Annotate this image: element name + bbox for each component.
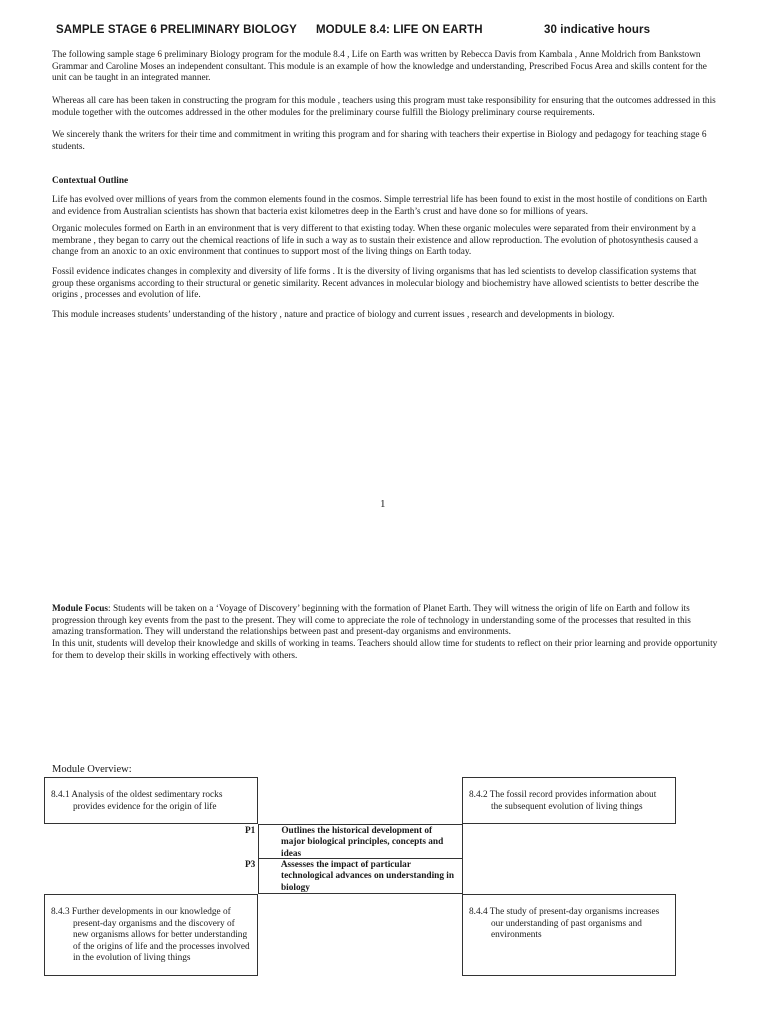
contextual-paragraph-3: Fossil evidence indicates changes in complexity and diversity of life forms . It is the diversity of living organisms that has led scientists to develop classification systems that group these organisms according to their structural or genetic similarity. Recent advances in molecular biology and biochemistry have allowed scientists to better describe the origins , processes and evolution of life.	[52, 267, 699, 301]
module-focus-paragraph-2: In this unit, students will develop their knowledge and skills of working in teams. Teachers should allow time for students to reflect on their prior learning and provide opportunity for them to develop their skills in working effectively with others.	[52, 639, 718, 661]
outcome-p1	[245, 826, 458, 860]
contextual-paragraph-2: Organic molecules formed on Earth in an environment that is very different to that existing today. When these organic molecules were separated from their environment by a membrane , they began to carry out the chemical reactions of life in such a way as to sustain their existence and allow reproduction. The evolution of photosynthesis caused a change from an anoxic to an oxic environment that continues to support most of the living things on Earth today.	[52, 224, 699, 258]
module-focus-label: Module Focus	[52, 604, 109, 614]
contextual-paragraph-1: Life has evolved over millions of years from the common elements found in the cosmos. Simple terrestrial life has been found to exist in the most hostile of conditions on Earth and evidence from Australian scientists has shown that bacteria exist kilometres deep in the Earth’s crust and have done so for millions of years.	[52, 195, 708, 217]
module-title: MODULE 8.4: LIFE ON EARTH	[316, 24, 483, 36]
overview-box-8-4-4-text: 8.4.4 The study of present-day organisms increases our understanding of past organisms and environments	[469, 907, 660, 941]
module-focus-paragraph	[52, 604, 718, 639]
intro-paragraph-1: The following sample stage 6 preliminary Biology program for the module 8.4 , Life on Earth was written by Rebecca Davis from Kambala , Anne Moldrich from Bankstown Grammar and Caroline Moses an independent consultant. This module is an example of how the knowledge and understanding, Prescribed Focus Area and skills content for the unit can be taught in an integrated manner.	[52, 50, 707, 84]
intro-paragraph-3: We sincerely thank the writers for their time and commitment in writing this program and for sharing with teachers their expertise in Biology and pedagogy for teaching stage 6 students.	[52, 130, 707, 152]
indicative-hours: 30 indicative hours	[544, 24, 651, 36]
outcome-p1-text: Outlines the historical development of major biological principles, concepts and ideas	[281, 826, 444, 859]
page-number: 1	[380, 498, 386, 510]
outcome-p3-code: P3	[245, 860, 256, 870]
course-title: SAMPLE STAGE 6 PRELIMINARY BIOLOGY	[56, 24, 297, 36]
overview-box-8-4-4	[462, 894, 676, 976]
outcome-p1-code: P1	[245, 826, 256, 836]
outcome-p3-text: Assesses the impact of particular technological advances on understanding in biology	[280, 860, 455, 893]
contextual-paragraph-4: This module increases students’ understanding of the history , nature and practice of biology and current issues , research and developments in biology.	[52, 310, 615, 320]
outcome-box-p3	[245, 858, 463, 894]
overview-box-8-4-2-text: 8.4.2 The fossil record provides information about the subsequent evolution of living things	[469, 790, 657, 812]
outcome-p3	[245, 860, 458, 894]
overview-box-8-4-1	[44, 777, 258, 824]
module-overview-title: Module Overview:	[52, 764, 132, 775]
contextual-outline-heading: Contextual Outline	[52, 176, 129, 186]
overview-box-8-4-3	[44, 894, 258, 976]
module-focus-text: : Students will be taken on a ‘Voyage of Discovery’ beginning with the formation of Planet Earth. They will witness the origin of life on Earth and follow its progression through key events from the past to the present. They will come to appreciate the role of technology in understanding some of the processes that resulted in this amazing transformation. They will understand the relationships between past and present-day organisms and environments.	[52, 604, 691, 638]
overview-box-8-4-2	[462, 777, 676, 824]
outcome-box-p1	[245, 824, 463, 859]
intro-paragraph-2: Whereas all care has been taken in constructing the program for this module , teachers using this program must take responsibility for ensuring that the outcomes addressed in this module together with the outcomes addressed in the other modules for the preliminary course fulfill the Biology preliminary course requirements.	[52, 96, 716, 118]
overview-box-8-4-3-text: 8.4.3 Further developments in our knowledge of present-day organisms and the discovery of new organisms allows for better understanding of the origins of life and the processes involved in the evolution of living things	[51, 907, 250, 964]
overview-box-8-4-1-text: 8.4.1 Analysis of the oldest sedimentary rocks provides evidence for the origin of life	[51, 790, 223, 812]
